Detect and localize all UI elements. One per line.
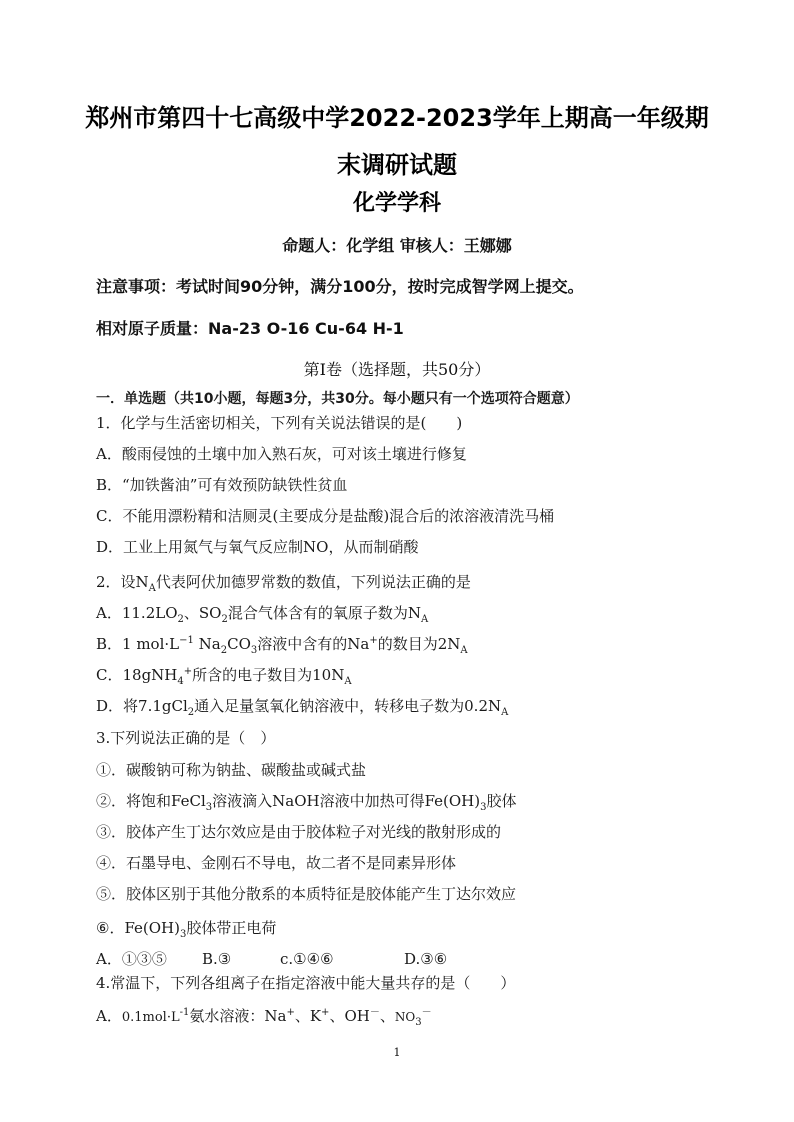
q1-option-b: B．“加铁酱油”可有效预防缺铁性贫血	[96, 476, 348, 494]
q2-option-a: A．$11.2LO_2$、$SO_2$混合气体含有的氧原子数为$N_A$	[96, 604, 429, 625]
subject-title: 化学学科	[352, 191, 441, 216]
q3-stem: 3.下列说法正确的是（ ）	[96, 729, 276, 747]
part1-heading: 一．单选题（共10小题，每题3分，共30分。每小题只有一个选项符合题意）	[96, 391, 579, 407]
q1-option-d: D．工业上用氮气与氧气反应制NO，从而制硝酸	[96, 538, 419, 556]
q3-options	[96, 948, 447, 969]
exam-title-line2: 末调研试题	[337, 151, 457, 179]
q3-option-d: D.③⑥	[404, 950, 448, 968]
q3-statement-2: ②．将饱和FeCl$_3$溶液滴入NaOH溶液中加热可得$Fe(OH)_3$胶体	[96, 792, 517, 813]
q4-option-a: A．$0.1mol\cdot L^{-1}$氨水溶液：Na+、K+、OH－、$NO_3^-$	[96, 1007, 432, 1028]
q2-option-b: B．1 $mol\cdot L^{-1}$ $Na_2CO_3$溶液中含有的Na+的数目为$2N_A$	[96, 635, 468, 656]
q2-stem: 2．设$N_A$代表阿伏加德罗常数的数值，下列说法正确的是	[96, 573, 471, 594]
atomic-mass-line: 相对原子质量：Na-23 O-16 Cu-64 H-1	[96, 319, 404, 338]
q4-stem: 4.常温下，下列各组离子在指定溶液中能大量共存的是（ ）	[96, 974, 516, 992]
section-title: 第Ⅰ卷（选择题，共50分）	[303, 360, 491, 379]
q3-statement-1: ①．碳酸钠可称为钠盐、碳酸盐或碱式盐	[96, 761, 367, 779]
q3-statement-6: ⑥．$Fe(OH)_3$胶体带正电荷	[96, 919, 277, 940]
q3-option-b: B.③	[202, 950, 232, 968]
q1-option-c: C．不能用漂粉精和洁厕灵(主要成分是盐酸)混合后的浓溶液清洗马桶	[96, 507, 555, 525]
q2-option-d: D．将7.1gCl$_2$通入足量氢氧化钠溶液中，转移电子数为$0.2N_A$	[96, 697, 509, 718]
q3-option-c: c.①④⑥	[280, 950, 334, 968]
q1-stem: 1．化学与生活密切相关，下列有关说法错误的是( )	[96, 414, 463, 432]
author-line: 命题人：化学组 审核人：王娜娜	[282, 236, 512, 255]
q3-statement-3: ③．胶体产生丁达尔效应是由于胶体粒子对光线的散射形成的	[96, 823, 502, 841]
q3-statement-5: ⑤．胶体区别于其他分散系的本质特征是胶体能产生丁达尔效应	[96, 885, 517, 903]
q1-option-a: A．酸雨侵蚀的土壤中加入熟石灰，可对该土壤进行修复	[96, 445, 467, 463]
q3-option-a: A．①③⑤	[96, 950, 167, 968]
q3-statement-4: ④．石墨导电、金刚石不导电，故二者不是同素异形体	[96, 854, 457, 872]
notice-line: 注意事项：考试时间90分钟，满分100分，按时完成智学网上提交。	[96, 277, 584, 296]
page-number: 1	[393, 1046, 401, 1059]
q2-option-c: C．18gNH$_4$+所含的电子数目为$10N_A$	[96, 666, 352, 687]
exam-title-line1: 郑州市第四十七高级中学2022-2023学年上期高一年级期	[85, 104, 709, 132]
